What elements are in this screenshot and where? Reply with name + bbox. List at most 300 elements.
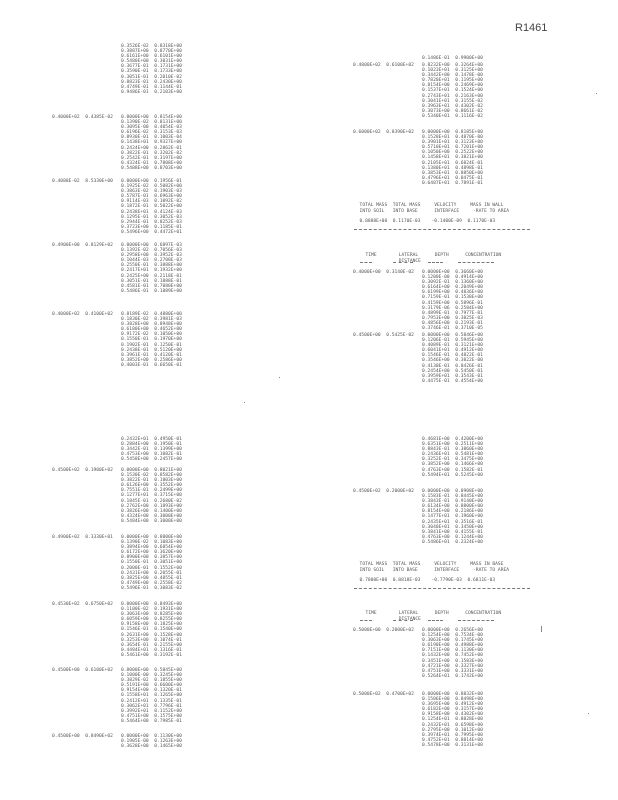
row-values: 0.3825E+00 0.4855E-01 bbox=[121, 575, 182, 581]
row-values: 0.2631E+00 0.1528E+00 bbox=[121, 632, 182, 638]
row-values: 0.3963E+01 0.4302E-02 bbox=[422, 103, 483, 109]
row-values: 0.3062E+01 0.7796E-01 bbox=[121, 703, 182, 709]
summary-col-1: TOTAL MASS bbox=[359, 562, 388, 568]
row-values: 0.3901E+01 0.3123E+00 bbox=[422, 140, 483, 146]
summary-col-1b: INTO SOIL bbox=[359, 209, 385, 215]
summary-1-values bbox=[354, 214, 495, 225]
row-values: 0.0000E+00 0.8832E+00 bbox=[422, 692, 483, 697]
row-values: 0.2424E+00 0.2862E-01 bbox=[121, 145, 182, 151]
block-rows bbox=[353, 628, 483, 679]
data-row bbox=[52, 744, 182, 749]
row-values: 0.4089E-01 0.3121E+00 bbox=[422, 343, 483, 349]
row-values: 0.6487E+01 0.7891E-01 bbox=[422, 180, 483, 186]
block-rows bbox=[353, 333, 483, 384]
summary-col-3: VELOCITY bbox=[434, 562, 457, 568]
row-values: 0.3063E+00 0.8285E+00 bbox=[121, 612, 182, 618]
row-values: 0.3852E+00 0.2586E+00 bbox=[121, 357, 182, 363]
summary-col-4b: -RATE TO AREA bbox=[473, 209, 509, 215]
row-values: 0.6196E-02 0.3153E-03 bbox=[121, 130, 182, 136]
summary-col-3: VELOCITY bbox=[434, 203, 457, 209]
row-values: 0.2435E+01 0.3516E-01 bbox=[422, 519, 483, 525]
row-values: 0.1050E+00 0.2522E+00 bbox=[422, 150, 483, 156]
row-values: 0.5787E-01 0.6963E+00 bbox=[121, 194, 182, 200]
row-values: 0.4681E+00 0.4200E+00 bbox=[422, 437, 483, 442]
row-values: 0.1477E+01 0.1960E+00 bbox=[422, 514, 483, 520]
row-values: 0.8000E+00 0.5845E+00 bbox=[121, 668, 182, 673]
row-values: 0.3442E-01 0.1399E+00 bbox=[121, 447, 182, 453]
block-rows bbox=[353, 63, 483, 119]
block-rows bbox=[52, 468, 182, 524]
row-values: 0.3546E+00 0.3822E-00 bbox=[422, 358, 483, 364]
row-values: 0.1044E-03 0.2708E-03 bbox=[121, 258, 182, 264]
row-values: 0.3590E-01 0.1733E+00 bbox=[121, 69, 182, 75]
row-values: 0.1530E-02 0.8582E+00 bbox=[121, 473, 182, 479]
row-values: 0.5264E+01 0.1742E+00 bbox=[422, 673, 483, 679]
right-top-block-2 bbox=[353, 130, 483, 186]
block-rows bbox=[52, 179, 182, 235]
row-values: 0.5484E+00 0.3000E+00 bbox=[121, 518, 182, 524]
block-rows bbox=[52, 734, 182, 749]
row-values: 0.3853E+01 0.8850E+00 bbox=[422, 170, 483, 176]
data-row bbox=[353, 114, 483, 119]
row-values: 0.5496E+00 0.4472E+01 bbox=[121, 229, 182, 235]
row-values: 0.3677E-01 0.1731E+00 bbox=[121, 64, 182, 70]
row-values: 0.6182E+00 0.3157E+00 bbox=[422, 707, 483, 713]
block-label: 0.4000E+02 0.4100E+02 bbox=[52, 312, 113, 317]
row-values: 0.0000E+00 0.8908E+00 bbox=[422, 489, 483, 494]
scan-speck bbox=[588, 713, 589, 714]
row-values: 0.3253E+00 0.1074E-01 bbox=[121, 637, 182, 643]
row-values: 0.5496E-01 0.3083E-02 bbox=[121, 585, 182, 591]
summary-col-4: MASS IN BASE bbox=[470, 562, 504, 568]
data-row bbox=[121, 457, 182, 462]
row-values: 0.1537E+01 0.1524E+00 bbox=[422, 88, 483, 94]
row-values: 0.8154E+00 0.2469E+00 bbox=[422, 83, 483, 89]
block-label: 0.4800E+02 0.6100E+02 bbox=[353, 63, 414, 68]
row-values: 0.4581E-01 0.7080E+00 bbox=[121, 283, 182, 289]
row-values: 0.8232E+00 0.3264E+00 bbox=[422, 63, 483, 68]
row-values: 0.3040E+01 0.3450E+00 bbox=[422, 524, 483, 530]
row-values: 0.9158E+00 0.1825E+00 bbox=[121, 622, 182, 628]
row-values: 0.0000E+00 0.8800E+00 bbox=[121, 535, 182, 540]
row-values: 0.8930E-01 0.1003E-04 bbox=[121, 135, 182, 141]
row-values: 0.1000E-00 0.3245E+00 bbox=[121, 673, 182, 679]
row-values: 0.1925E-02 0.5082E+00 bbox=[121, 184, 182, 190]
row-values: 0.1583E-01 0.8445E+00 bbox=[422, 494, 483, 500]
col-time: TIME bbox=[365, 253, 377, 259]
row-values: 0.1023E+01 0.3125E+00 bbox=[422, 68, 483, 74]
col-concentration: CONCENTRATION bbox=[465, 253, 502, 259]
block-label: 0.4900E+02 0.3330E+01 bbox=[52, 535, 113, 540]
data-row bbox=[52, 166, 182, 171]
divider-rule bbox=[354, 229, 530, 230]
divider-rule bbox=[428, 262, 443, 263]
row-values: 0.4752E+01 0.8814E+00 bbox=[422, 737, 483, 743]
row-values: 0.5486E+01 0.2324E+00 bbox=[422, 539, 483, 545]
row-values: 0.3852E+00 0.1466E+00 bbox=[422, 462, 483, 468]
row-values: 0.2884E+00 0.1950E-01 bbox=[121, 442, 182, 448]
row-values: 0.7551E-01 0.2499E+00 bbox=[121, 488, 182, 494]
row-values: 0.0000E+00 0.1130E+00 bbox=[121, 734, 182, 739]
summary-val-2: 0.1170E-03 bbox=[392, 219, 421, 225]
row-values: 0.2417E+01 0.1932E+00 bbox=[121, 268, 182, 274]
row-values: 0.5488E+00 0.8703E+00 bbox=[121, 165, 182, 171]
row-values: 0.3095E-00 0.4054E-03 bbox=[121, 125, 182, 131]
row-values: 0.9172E-02 0.1050E+00 bbox=[121, 332, 182, 338]
row-values: 0.3841E+00 0.4155E-01 bbox=[422, 529, 483, 535]
summary-col-3b: INTERFACE bbox=[434, 568, 460, 574]
data-row bbox=[422, 56, 483, 61]
row-values: 0.3887E+00 0.8770E+00 bbox=[121, 49, 182, 55]
row-values: 0.6180E+00 0.4652E+00 bbox=[121, 327, 182, 333]
row-values: 0.7953E+00 0.3825E-03 bbox=[422, 315, 483, 321]
col-depth: DEPTH bbox=[434, 611, 449, 617]
row-values: 0.3695E+00 0.4912E+00 bbox=[422, 702, 483, 708]
row-values: 0.4856E+00 0.2193E-01 bbox=[422, 320, 483, 326]
row-values: 0.1558E+01 0.1265E+00 bbox=[121, 693, 182, 699]
row-values: 0.4763E+00 0.1244E+00 bbox=[422, 534, 483, 540]
row-values: 0.2432E+01 0.6598E+00 bbox=[422, 722, 483, 728]
row-values: 0.3051E-01 0.2010E-02 bbox=[121, 74, 182, 80]
block-rows bbox=[121, 437, 182, 462]
col-time: TIME bbox=[365, 611, 377, 617]
results-1-block-1 bbox=[353, 333, 483, 384]
block-label: 0.4530E+02 0.6750E+02 bbox=[52, 602, 113, 607]
row-values: 0.5478E+00 0.3131E+00 bbox=[422, 742, 483, 748]
divider-rule bbox=[458, 620, 494, 621]
row-values: 0.4003E-01 0.6650E-01 bbox=[121, 362, 182, 368]
row-values: 0.6161E+00 0.6101E+00 bbox=[121, 54, 182, 60]
data-row bbox=[422, 473, 483, 478]
row-values: 0.0000E+00 0.1956E-01 bbox=[121, 179, 182, 184]
row-values: 0.1506E+00 0.8498E+00 bbox=[422, 697, 483, 703]
row-values: 0.3829E-02 0.1855E+00 bbox=[121, 678, 182, 684]
row-values: 0.1380E+01 0.4898E-01 bbox=[422, 165, 483, 171]
scan-speck bbox=[279, 377, 280, 378]
data-row bbox=[353, 674, 483, 679]
row-values: 0.1295E-01 0.3052E-03 bbox=[121, 214, 182, 220]
row-values: 0.1872E-01 0.5022E+00 bbox=[121, 204, 182, 210]
summary-val-1: 0.8888E+00 bbox=[359, 219, 388, 225]
summary-val-4: 0.6811E-03 bbox=[467, 578, 496, 584]
row-values: 0.4159E+00 0.5896E-01 bbox=[422, 300, 483, 306]
row-values: 0.0000E+00 0.8493E+00 bbox=[121, 602, 182, 607]
results-2-header-2 bbox=[360, 612, 421, 623]
left-bottom-block-5 bbox=[52, 734, 182, 749]
row-values: 0.3526E-02 0.8318E+00 bbox=[121, 44, 182, 49]
row-values: 0.2431E+00 0.2055E-01 bbox=[121, 570, 182, 576]
row-values: 0.4749E+00 0.2558E-02 bbox=[121, 580, 182, 586]
block-label: 0.4000E+02 0.4385E-02 bbox=[52, 115, 113, 120]
right-bottom-block-1 bbox=[353, 489, 483, 545]
data-row bbox=[121, 90, 182, 95]
row-values: 0.1200E-00 0.4914E+00 bbox=[422, 275, 483, 281]
row-values: 0.3252E-01 0.3475E+00 bbox=[422, 457, 483, 463]
row-values: 0.2438E-01 0.5120E+00 bbox=[121, 347, 182, 353]
left-bottom-block-4 bbox=[52, 668, 182, 724]
row-values: 0.3628E+00 0.1465E+00 bbox=[121, 744, 182, 750]
row-values: 0.2795E+00 0.1012E+00 bbox=[422, 727, 483, 733]
row-values: 0.3822E-01 0.3202E-02 bbox=[121, 150, 182, 156]
col-lateral: LATERAL bbox=[398, 611, 419, 617]
row-values: 0.3992E+01 0.1152E+00 bbox=[121, 708, 182, 714]
row-values: 0.3723E+00 0.1185E-01 bbox=[121, 224, 182, 230]
row-values: 0.5494E+01 0.5245E+00 bbox=[422, 472, 483, 478]
row-values: 0.6134E+00 0.8800E+00 bbox=[422, 504, 483, 510]
row-values: 0.3843E-01 0.9140E+00 bbox=[422, 499, 483, 505]
data-row bbox=[52, 653, 182, 658]
block-label: 0.4500E+00 0.5425E-02 bbox=[353, 333, 414, 338]
row-values: 0.6164E+00 0.2049E+00 bbox=[422, 285, 483, 291]
row-values: 0.2743E+01 0.2163E+00 bbox=[422, 93, 483, 99]
row-values: 0.4721E+00 0.3327E+00 bbox=[422, 663, 483, 669]
block-label: 0.4500E+00 0.6100E+02 bbox=[52, 668, 113, 673]
row-values: 0.5480E+00 0.3031E+00 bbox=[121, 59, 182, 65]
col-depth: DEPTH bbox=[434, 253, 449, 259]
row-values: 0.6059E+00 0.8255E+00 bbox=[121, 617, 182, 623]
row-values: 0.5461E+00 0.3192E-01 bbox=[121, 652, 182, 658]
block-rows bbox=[422, 437, 483, 478]
row-values: 0.1254E+01 0.8828E+00 bbox=[422, 717, 483, 723]
row-values: 0.9114E-03 0.1092E-02 bbox=[121, 199, 182, 205]
summary-col-4b: -RATE TO AREA bbox=[473, 568, 509, 574]
row-values: 0.4796E+01 0.8475E-01 bbox=[422, 175, 483, 181]
data-row bbox=[353, 743, 483, 748]
row-values: 0.1528E+01 0.4870E-00 bbox=[422, 135, 483, 141]
block-label: 0.5000E+02 0.4700E+02 bbox=[353, 692, 414, 697]
row-values: 0.4751E+00 0.1575E+00 bbox=[121, 713, 182, 719]
row-values: 0.1100E-02 0.1931E+00 bbox=[121, 607, 182, 613]
data-row bbox=[52, 586, 182, 591]
col-lateral: LATERAL bbox=[398, 253, 419, 259]
row-values: 0.0000E+00 0.8185E+00 bbox=[422, 130, 483, 135]
summary-2-values bbox=[354, 573, 495, 584]
block-rows bbox=[353, 270, 483, 331]
row-values: 0.1206E-01 0.5945E+00 bbox=[422, 338, 483, 344]
row-values: 0.3451E+00 0.1583E+00 bbox=[422, 658, 483, 664]
summary-val-1: 0.7800E+00 bbox=[359, 578, 388, 584]
summary-col-4: MASS IN WALL bbox=[470, 203, 504, 209]
row-values: 0.2944E-01 0.8252E-03 bbox=[121, 219, 182, 225]
row-values: 0.1845E-01 0.2680E-02 bbox=[121, 498, 182, 504]
row-values: 0.4324E-01 0.7808E+00 bbox=[121, 160, 182, 166]
row-values: 0.4899E-01 0.7977E-01 bbox=[422, 310, 483, 316]
row-values: 0.2762E+00 0.1893E+00 bbox=[121, 503, 182, 509]
row-values: 0.6172E+00 0.3620E+00 bbox=[121, 550, 182, 556]
row-values: 0.1546E-01 0.1540E+00 bbox=[121, 627, 182, 633]
row-values: 0.1277E+01 0.3715E+00 bbox=[121, 493, 182, 499]
row-values: 0.3051E-01 0.1888E-01 bbox=[121, 278, 182, 284]
row-values: 0.3092E-01 0.1360E+00 bbox=[422, 280, 483, 286]
row-values: 0.0000E+00 0.2656E+00 bbox=[422, 628, 483, 633]
summary-col-2b: INTO BASE bbox=[392, 209, 418, 215]
block-rows bbox=[52, 535, 182, 591]
block-rows bbox=[52, 668, 182, 724]
row-values: 0.8823E-01 0.2430E+00 bbox=[121, 79, 182, 85]
row-values: 0.6351E+00 0.2511E+00 bbox=[422, 442, 483, 448]
col-distance: DISTANCE bbox=[398, 259, 421, 265]
row-values: 0.2454E+00 0.5450E-01 bbox=[422, 368, 483, 374]
row-values: 0.9486E-01 0.2103E+00 bbox=[121, 89, 182, 95]
row-values: 0.0000E+00 0.8154E+00 bbox=[121, 115, 182, 120]
right-top-block-1 bbox=[353, 63, 483, 119]
data-row bbox=[52, 719, 182, 724]
row-values: 0.7151E+00 0.1130E+00 bbox=[422, 648, 483, 654]
divider-rule bbox=[354, 588, 530, 589]
row-values: 0.1390E-02 0.1083E+00 bbox=[121, 540, 182, 546]
summary-val-3: -0.7790E-03 bbox=[431, 578, 462, 584]
row-values: 0.3746E-01 0.3710E-05 bbox=[422, 326, 483, 332]
row-values: 0.5340E+01 0.1116E-02 bbox=[422, 113, 483, 119]
summary-col-2: TOTAL MASS bbox=[392, 203, 421, 209]
row-values: 0.3041E+01 0.3155E-02 bbox=[422, 98, 483, 104]
left-top-block-2 bbox=[52, 179, 182, 235]
row-values: 0.7820E+01 0.1195E+00 bbox=[422, 78, 483, 84]
block-label: 0.5000E+00 0.2000E+02 bbox=[353, 628, 414, 633]
row-values: 0.1458E+01 0.3821E+00 bbox=[422, 155, 483, 161]
block-rows bbox=[353, 130, 483, 186]
block-label: 0.6000E+02 0.8390E+02 bbox=[353, 130, 414, 135]
row-values: 0.1390E-02 0.8131E+00 bbox=[121, 120, 182, 126]
data-row bbox=[52, 363, 182, 368]
row-values: 0.4763E+00 0.1582E-01 bbox=[422, 467, 483, 473]
row-values: 0.1902E-01 0.1250E-01 bbox=[121, 342, 182, 348]
scan-speck bbox=[596, 93, 597, 94]
row-values: 0.5486E-01 0.1889E+00 bbox=[121, 288, 182, 294]
block-rows bbox=[121, 44, 182, 95]
row-values: 0.1550E-01 0.3051E+00 bbox=[121, 560, 182, 566]
row-values: 0.2542E-01 0.3197E+00 bbox=[121, 155, 182, 161]
row-values: 0.3822E-01 0.1803E+00 bbox=[121, 478, 182, 484]
row-values: 0.1905E-00 0.1263E+00 bbox=[121, 739, 182, 745]
summary-val-4: 0.1170E-03 bbox=[467, 219, 496, 225]
row-values: 0.2958E+00 0.3952E-03 bbox=[121, 253, 182, 259]
left-bottom-block-3 bbox=[52, 602, 182, 658]
row-values: 0.1392E-02 0.7056E-03 bbox=[121, 248, 182, 254]
scan-speck bbox=[541, 626, 542, 632]
summary-val-2: 0.8818E-03 bbox=[392, 578, 421, 584]
divider-rule bbox=[393, 620, 413, 621]
right-top-block-0 bbox=[422, 56, 483, 61]
block-label: 0.4500E+02 0.1900E+02 bbox=[52, 468, 113, 473]
page-id: R1461 bbox=[515, 22, 548, 34]
block-rows bbox=[52, 312, 182, 368]
data-row bbox=[353, 379, 483, 384]
row-values: 0.3959E+01 0.3543E-01 bbox=[422, 373, 483, 379]
divider-rule bbox=[393, 262, 413, 263]
divider-rule bbox=[360, 620, 372, 621]
row-values: 0.6126E+00 0.3552E+00 bbox=[121, 483, 182, 489]
row-values: 0.2425E+00 0.2118E-01 bbox=[121, 273, 182, 279]
block-label: 0.4900E+00 0.8129E+02 bbox=[52, 243, 113, 248]
row-values: 0.5464E+00 0.7985E-01 bbox=[121, 718, 182, 724]
row-values: 0.8154E+00 0.2186E+00 bbox=[422, 509, 483, 515]
results-2-block-0 bbox=[353, 628, 483, 679]
row-values: 0.2105E+01 0.6824E-01 bbox=[422, 160, 483, 166]
row-values: 0.6190E+00 0.4988E+00 bbox=[422, 643, 483, 649]
row-values: 0.4484E+01 0.1316E-01 bbox=[121, 647, 182, 653]
summary-col-2: TOTAL MASS bbox=[392, 562, 421, 568]
row-values: 0.2550E-01 0.3888E+00 bbox=[121, 263, 182, 269]
row-values: 0.3442E+00 0.1478E-00 bbox=[422, 73, 483, 79]
block-label: 0.4088E-02 8.5330E+00 bbox=[52, 179, 113, 184]
row-values: 0.4475E-01 0.4554E+00 bbox=[422, 378, 483, 384]
block-rows bbox=[52, 243, 182, 294]
left-top-block-0 bbox=[121, 44, 182, 95]
row-values: 0.4749E-01 0.1144E-01 bbox=[121, 84, 182, 90]
block-label: 0.4500E+02 0.2000E+02 bbox=[353, 489, 414, 494]
summary-col-1b: INTO SOIL bbox=[359, 568, 385, 574]
left-bottom-block-1 bbox=[52, 468, 182, 524]
block-label: 0.4000E+00 0.3140E-02 bbox=[353, 270, 414, 275]
col-distance: DISTANCE bbox=[398, 617, 421, 623]
row-values: 0.1830E-02 0.3981E-03 bbox=[121, 317, 182, 323]
left-top-block-4 bbox=[52, 312, 182, 368]
summary-col-3b: INTERFACE bbox=[434, 209, 460, 215]
row-values: 0.3863E-02 0.1903E-03 bbox=[121, 189, 182, 195]
row-values: 0.3961E-01 0.4120E-01 bbox=[121, 352, 182, 358]
row-values: 0.3179E-06 0.2584E+00 bbox=[422, 305, 483, 311]
row-values: 0.0000E+00 0.6897E-03 bbox=[121, 243, 182, 248]
row-values: 0.2436E+01 0.5481E+00 bbox=[422, 452, 483, 458]
divider-rule bbox=[458, 262, 494, 263]
row-values: 0.9154E+00 0.1320E-01 bbox=[121, 688, 182, 694]
data-row bbox=[52, 289, 182, 294]
row-values: 0.4324E+00 0.3000E+00 bbox=[121, 513, 182, 519]
row-values: 0.1254E+00 0.7534E-00 bbox=[422, 633, 483, 639]
row-values: 0.5458E+00 0.2457E+00 bbox=[121, 457, 182, 463]
row-values: 0.0000E+00 0.5846E+00 bbox=[422, 333, 483, 338]
block-rows bbox=[353, 692, 483, 748]
data-row bbox=[353, 540, 483, 545]
block-rows bbox=[422, 56, 483, 61]
row-values: 0.4753E+00 0.1082E-01 bbox=[121, 452, 182, 458]
block-rows bbox=[52, 115, 182, 171]
row-values: 0.3073E+00 0.8661E-02 bbox=[422, 108, 483, 114]
row-values: 0.6199E+00 0.4836E+00 bbox=[422, 290, 483, 296]
divider-rule bbox=[360, 262, 372, 263]
row-values: 0.8843E-01 0.3860E+00 bbox=[422, 447, 483, 453]
row-values: 0.4751E+00 0.3331E+00 bbox=[422, 668, 483, 674]
block-label: 0.4500E+00 0.8490E+02 bbox=[52, 734, 113, 739]
results-2-block-1 bbox=[353, 692, 483, 748]
summary-col-1: TOTAL MASS bbox=[359, 203, 388, 209]
results-1-header-2 bbox=[360, 254, 421, 265]
scan-speck bbox=[244, 402, 245, 403]
data-row bbox=[52, 519, 182, 524]
row-values: 0.5191E+00 0.6600E+00 bbox=[121, 683, 182, 689]
row-values: 0.3894E+00 0.6854E+00 bbox=[121, 545, 182, 551]
row-values: 0.2432E+01 0.4950E-01 bbox=[121, 437, 182, 442]
data-row bbox=[353, 326, 483, 331]
data-row bbox=[52, 230, 182, 235]
row-values: 0.2000E-01 0.1552E+00 bbox=[121, 565, 182, 571]
left-bottom-block-2 bbox=[52, 535, 182, 591]
row-values: 0.8189E-02 0.4880E+00 bbox=[121, 312, 182, 317]
row-values: 0.3063E+00 0.1745E+00 bbox=[422, 638, 483, 644]
right-bottom-block-0 bbox=[422, 437, 483, 478]
col-concentration: CONCENTRATION bbox=[465, 611, 502, 617]
row-values: 0.5710E+01 0.7201E+00 bbox=[422, 145, 483, 151]
divider-rule bbox=[428, 620, 443, 621]
row-values: 0.0000E+00 0.3660E+00 bbox=[422, 270, 483, 275]
block-rows bbox=[52, 602, 182, 658]
row-values: 0.4130E-01 0.8426E-01 bbox=[422, 363, 483, 369]
row-values: 0.1432E+00 0.7452E+00 bbox=[422, 653, 483, 659]
row-values: 0.6041E+01 0.4912E+00 bbox=[422, 348, 483, 354]
left-bottom-block-0 bbox=[121, 437, 182, 462]
data-row bbox=[353, 181, 483, 186]
